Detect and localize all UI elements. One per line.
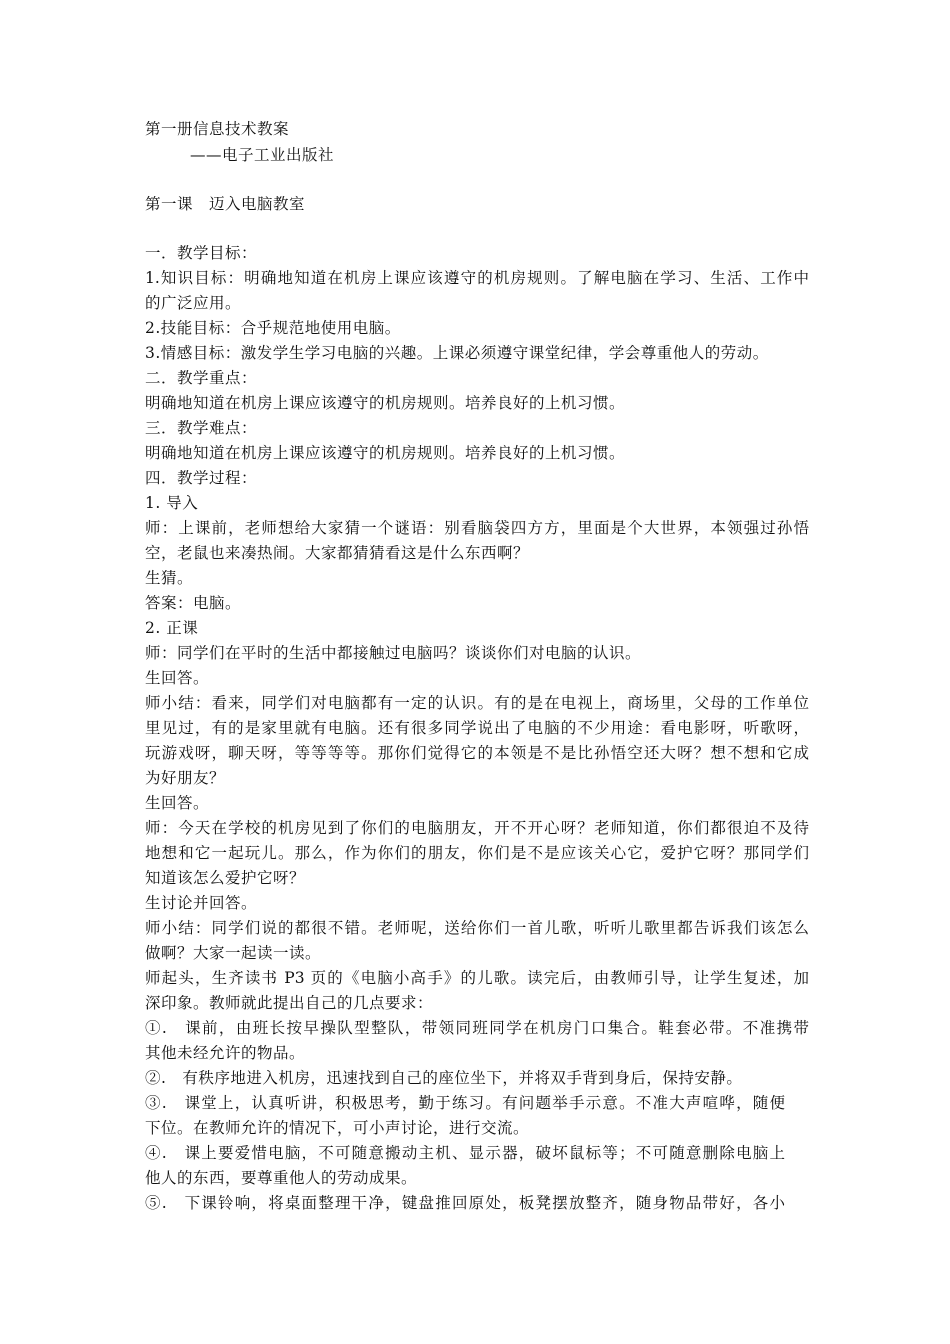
lesson-heading: 第一课 迈入电脑教室 xyxy=(145,195,306,213)
text-line: 答案：电脑。 xyxy=(145,594,242,612)
list-item: ①. 课前，由班长按早操队型整队，带领同班同学在机房门口集合。鞋套必带。不准携带 xyxy=(145,1019,809,1037)
text-line: 生猜。 xyxy=(145,569,194,587)
text-line: 知道该怎么爱护它呀？ xyxy=(145,869,306,887)
list-item-continuation: 其他未经允许的物品。 xyxy=(145,1044,306,1062)
text-line: 玩游戏呀，聊天呀，等等等等。那你们觉得它的本领是不是比孙悟空还大呀？想不想和它成 xyxy=(145,744,809,762)
text-line: 师：上课前，老师想给大家猜一个谜语：别看脑袋四方方，里面是个大世界，本领强过孙悟 xyxy=(145,519,809,537)
text-line: 3.情感目标：激发学生学习电脑的兴趣。上课必须遵守课堂纪律，学会尊重他人的劳动。 xyxy=(145,344,769,362)
list-item-continuation: 下位。在教师允许的情况下，可小声讨论，进行交流。 xyxy=(145,1119,530,1137)
text-line: 师：同学们在平时的生活中都接触过电脑吗？谈谈你们对电脑的认识。 xyxy=(145,644,642,662)
text-line: 的广泛应用。 xyxy=(145,294,242,312)
list-item-continuation: 他人的东西，要尊重他人的劳动成果。 xyxy=(145,1169,418,1187)
text-line: 师小结：同学们说的都很不错。老师呢，送给你们一首儿歌，听听儿歌里都告诉我们该怎么 xyxy=(145,919,809,937)
text-line: 做啊？大家一起读一读。 xyxy=(145,944,322,962)
text-line: 师小结：看来，同学们对电脑都有一定的认识。有的是在电视上，商场里，父母的工作单位 xyxy=(145,694,809,712)
text-line: 生讨论并回答。 xyxy=(145,894,258,912)
list-item: ②. 有秩序地进入机房，迅速找到自己的座位坐下，并将双手背到身后，保持安静。 xyxy=(145,1069,743,1087)
subsection-heading: 1. 导入 xyxy=(145,494,199,512)
list-item: ④. 课上要爱惜电脑，不可随意搬动主机、显示器，破坏鼠标等；不可随意删除电脑上 xyxy=(145,1144,785,1162)
section-heading: 一．教学目标： xyxy=(145,244,258,262)
text-line: 生回答。 xyxy=(145,669,210,687)
list-item: ③. 课堂上，认真听讲，积极思考，勤于练习。有问题举手示意。不准大声喧哗，随便 xyxy=(145,1094,785,1112)
text-line: 1.知识目标：明确地知道在机房上课应该遵守的机房规则。了解电脑在学习、生活、工作中 xyxy=(145,269,809,287)
text-line: 里见过，有的是家里就有电脑。还有很多同学说出了电脑的不少用途：看电影呀，听歌呀， xyxy=(145,719,809,737)
list-item: ⑤. 下课铃响，将桌面整理干净，键盘推回原处，板凳摆放整齐，随身物品带好，各小 xyxy=(145,1194,785,1212)
document-title: 第一册信息技术教案 xyxy=(145,120,290,138)
text-line: 地想和它一起玩儿。那么，作为你们的朋友，你们是不是应该关心它，爱护它呀？那同学们 xyxy=(145,844,809,862)
document-subtitle: ——电子工业出版社 xyxy=(190,146,335,164)
text-line: 空，老鼠也来凑热闹。大家都猜猜看这是什么东西啊？ xyxy=(145,544,530,562)
text-line: 2.技能目标：合乎规范地使用电脑。 xyxy=(145,319,401,337)
section-heading: 四．教学过程： xyxy=(145,469,258,487)
section-heading: 二．教学重点： xyxy=(145,369,258,387)
text-line: 师起头，生齐读书 P3 页的《电脑小高手》的儿歌。读完后，由教师引导，让学生复述，加 xyxy=(145,969,809,987)
section-heading: 三．教学难点： xyxy=(145,419,258,437)
text-line: 为好朋友？ xyxy=(145,769,226,787)
text-line: 深印象。教师就此提出自己的几点要求： xyxy=(145,994,434,1012)
text-line: 明确地知道在机房上课应该遵守的机房规则。培养良好的上机习惯。 xyxy=(145,394,626,412)
text-line: 明确地知道在机房上课应该遵守的机房规则。培养良好的上机习惯。 xyxy=(145,444,626,462)
text-line: 师：今天在学校的机房见到了你们的电脑朋友，开不开心呀？老师知道，你们都很迫不及待 xyxy=(145,819,809,837)
text-line: 生回答。 xyxy=(145,794,210,812)
subsection-heading: 2. 正课 xyxy=(145,619,199,637)
